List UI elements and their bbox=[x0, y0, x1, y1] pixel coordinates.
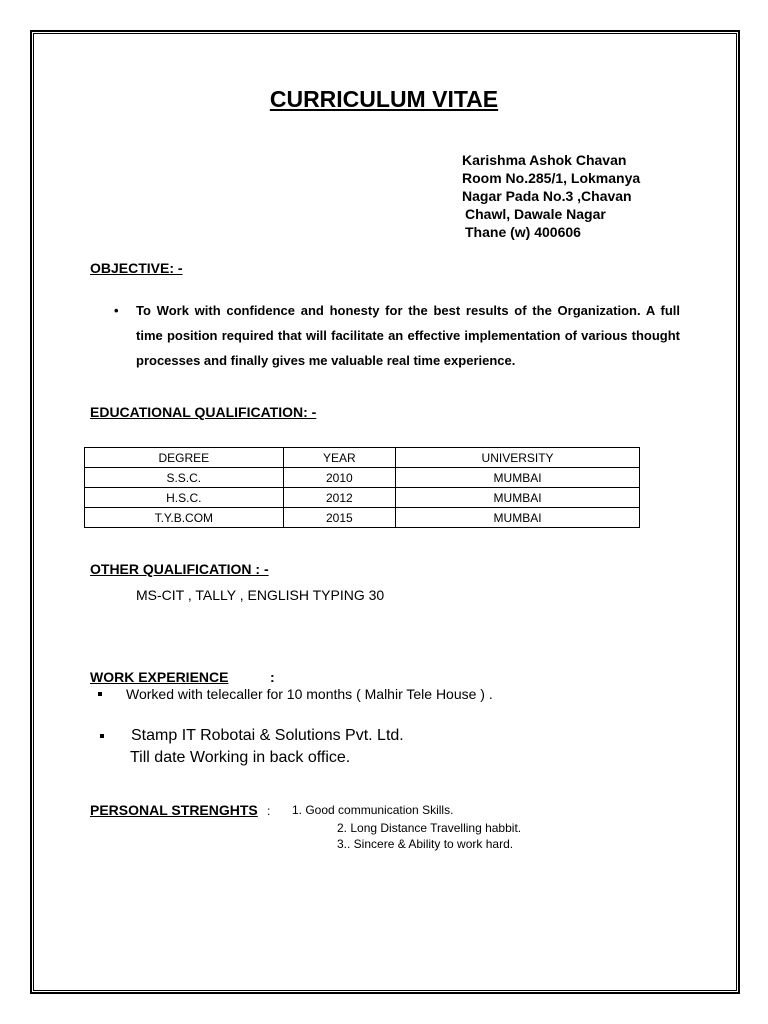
table-cell: T.Y.B.COM bbox=[85, 508, 284, 528]
address-line-city: Thane (w) 400606 bbox=[465, 224, 581, 240]
strength-item: 2. Long Distance Travelling habbit. bbox=[337, 821, 522, 835]
table-cell: MUMBAI bbox=[396, 508, 640, 528]
bullet-icon: • bbox=[114, 303, 119, 318]
strength-item: 3.. Sincere & Ability to work hard. bbox=[337, 837, 514, 851]
work-experience-item-2-company: Stamp IT Robotai & Solutions Pvt. Ltd. bbox=[131, 727, 404, 744]
objective-heading: OBJECTIVE: - bbox=[90, 260, 183, 276]
other-qualification-heading: OTHER QUALIFICATION : - bbox=[90, 561, 269, 577]
square-bullet-icon bbox=[98, 692, 102, 696]
work-experience-item-1: Worked with telecaller for 10 months ( Malhir Tele House ) . bbox=[126, 686, 493, 702]
table-row bbox=[85, 488, 640, 508]
table-cell: MUMBAI bbox=[396, 488, 640, 508]
table-cell: 2010 bbox=[283, 468, 396, 488]
column-header-year: YEAR bbox=[283, 448, 396, 468]
table-cell: H.S.C. bbox=[85, 488, 284, 508]
work-experience-heading: WORK EXPERIENCE bbox=[90, 669, 229, 685]
address-line-name: Karishma Ashok Chavan bbox=[462, 152, 627, 168]
table-row bbox=[85, 468, 640, 488]
column-header-university: UNIVERSITY bbox=[396, 448, 640, 468]
address-line-room: Room No.285/1, Lokmanya bbox=[462, 170, 641, 186]
table-cell: 2012 bbox=[283, 488, 396, 508]
column-header-degree: DEGREE bbox=[85, 448, 284, 468]
education-table bbox=[84, 447, 640, 528]
personal-strengths-heading: PERSONAL STRENGHTS bbox=[90, 802, 258, 818]
table-header-row bbox=[85, 448, 640, 468]
strength-item: 1. Good communication Skills. bbox=[292, 803, 454, 817]
objective-item bbox=[114, 298, 680, 373]
personal-strengths-colon: : bbox=[267, 804, 271, 818]
table-cell: S.S.C. bbox=[85, 468, 284, 488]
address-line-locality: Chawl, Dawale Nagar bbox=[465, 206, 606, 222]
table-row bbox=[85, 508, 640, 528]
other-qualification-text: MS-CIT , TALLY , ENGLISH TYPING 30 bbox=[136, 587, 385, 603]
work-experience-colon: : bbox=[270, 669, 275, 685]
address-line-area: Nagar Pada No.3 ,Chavan bbox=[462, 188, 632, 204]
table-cell: MUMBAI bbox=[396, 468, 640, 488]
work-experience-item-2-role: Till date Working in back office. bbox=[130, 749, 351, 766]
document-title: CURRICULUM VITAE bbox=[269, 86, 499, 112]
table-cell: 2015 bbox=[283, 508, 396, 528]
education-heading: EDUCATIONAL QUALIFICATION: - bbox=[90, 404, 317, 420]
objective-text: To Work with confidence and honesty for the best results of the Organization. A full time position required that will facilitate an effective implementation of various thought processes and finally gives me valuable real time experience. bbox=[136, 303, 680, 368]
square-bullet-icon bbox=[100, 734, 104, 738]
